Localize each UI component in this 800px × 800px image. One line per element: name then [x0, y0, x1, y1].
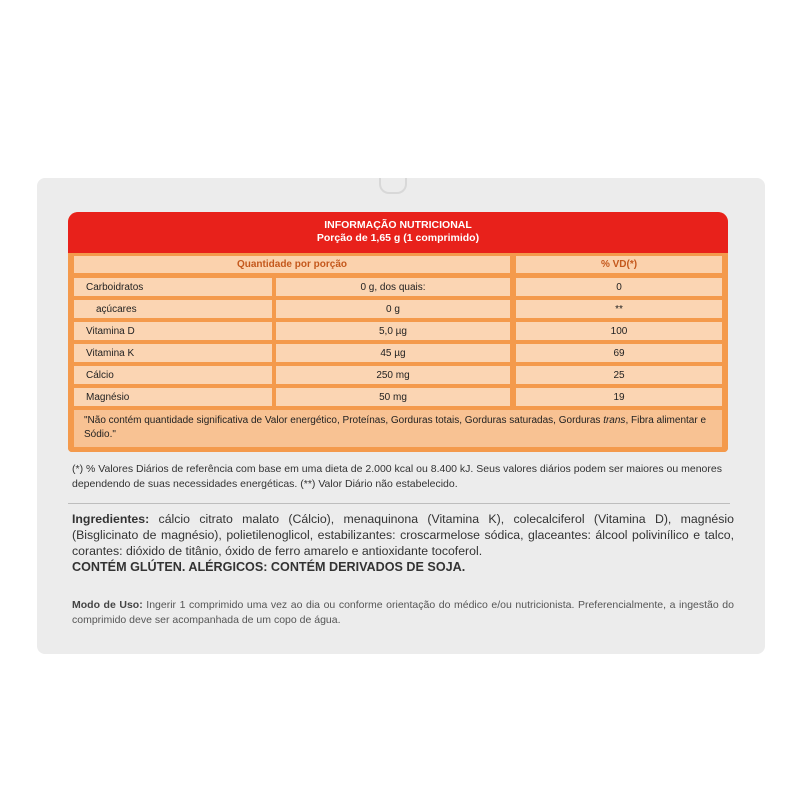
ingredients-block [72, 511, 734, 575]
row-name-vitamina-d: Vitamina D [74, 322, 272, 340]
ingredients-text: cálcio citrato malato (Cálcio), menaquinona (Vitamina K), colecalciferol (Vitamina D), magnésio (Bisglicinato de magnésio), polietilenoglicol, estabilizantes: croscarmelose sódica, glaceantes: álcool polivinílico e talco, corantes: dióxido de titânio, óxido de ferro amarelo e antioxidante tocoferol. [72, 512, 734, 558]
allergens-warning: CONTÉM GLÚTEN. ALÉRGICOS: CONTÉM DERIVADOS DE SOJA. [72, 560, 466, 574]
row-qty-carboidratos: 0 g, dos quais: [276, 278, 510, 296]
nutrition-body [68, 253, 728, 452]
usage-block [72, 598, 734, 627]
nutrition-note [74, 410, 722, 447]
row-qty-calcio: 250 mg [276, 366, 510, 384]
section-divider [68, 503, 730, 504]
recycle-mark-icon [379, 178, 407, 194]
row-vd-acucares: ** [516, 300, 722, 318]
ingredients-label: Ingredientes: [72, 512, 150, 526]
nutrition-header [68, 212, 728, 253]
note-text-trans: trans [603, 415, 626, 426]
row-vd-magnesio: 19 [516, 388, 722, 406]
nutrition-table [68, 212, 728, 452]
note-text-start: "Não contém quantidade significativa de Valor energético, Proteínas, Gorduras totais, Gorduras saturadas, Gorduras [84, 415, 604, 426]
usage-text: Ingerir 1 comprimido uma vez ao dia ou conforme orientação do médico e/ou nutricionista. Preferencialmente, a ingestão do comprimido deve ser acompanhada de um copo de água. [72, 599, 734, 626]
nutrition-serving: Porção de 1,65 g (1 comprimido) [316, 232, 480, 244]
row-qty-magnesio: 50 mg [276, 388, 510, 406]
nutrition-title: INFORMAÇÃO NUTRICIONAL [324, 219, 472, 231]
row-name-vitamina-k: Vitamina K [74, 344, 272, 362]
row-name-carboidratos: Carboidratos [74, 278, 272, 296]
column-quantity-header: Quantidade por porção [74, 256, 510, 273]
row-qty-acucares: 0 g [276, 300, 510, 318]
row-qty-vitamina-d: 5,0 µg [276, 322, 510, 340]
row-vd-vitamina-k: 69 [516, 344, 722, 362]
vd-footnote: (*) % Valores Diários de referência com base em uma dieta de 2.000 kcal ou 8.400 kJ. Seus valores diários podem ser maiores ou menores dependendo de suas necessidades energéticas. (**) Valor Diário não estabelecido. [72, 463, 722, 490]
row-name-calcio: Cálcio [74, 366, 272, 384]
usage-label: Modo de Uso: [72, 599, 143, 611]
row-qty-vitamina-k: 45 µg [276, 344, 510, 362]
row-vd-carboidratos: 0 [516, 278, 722, 296]
row-vd-calcio: 25 [516, 366, 722, 384]
row-name-magnesio: Magnésio [74, 388, 272, 406]
row-vd-vitamina-d: 100 [516, 322, 722, 340]
column-vd-header: % VD(*) [516, 256, 722, 273]
row-name-acucares: açúcares [74, 300, 272, 318]
note-text-end: , Fibra alimentar e Sódio." [84, 415, 707, 440]
